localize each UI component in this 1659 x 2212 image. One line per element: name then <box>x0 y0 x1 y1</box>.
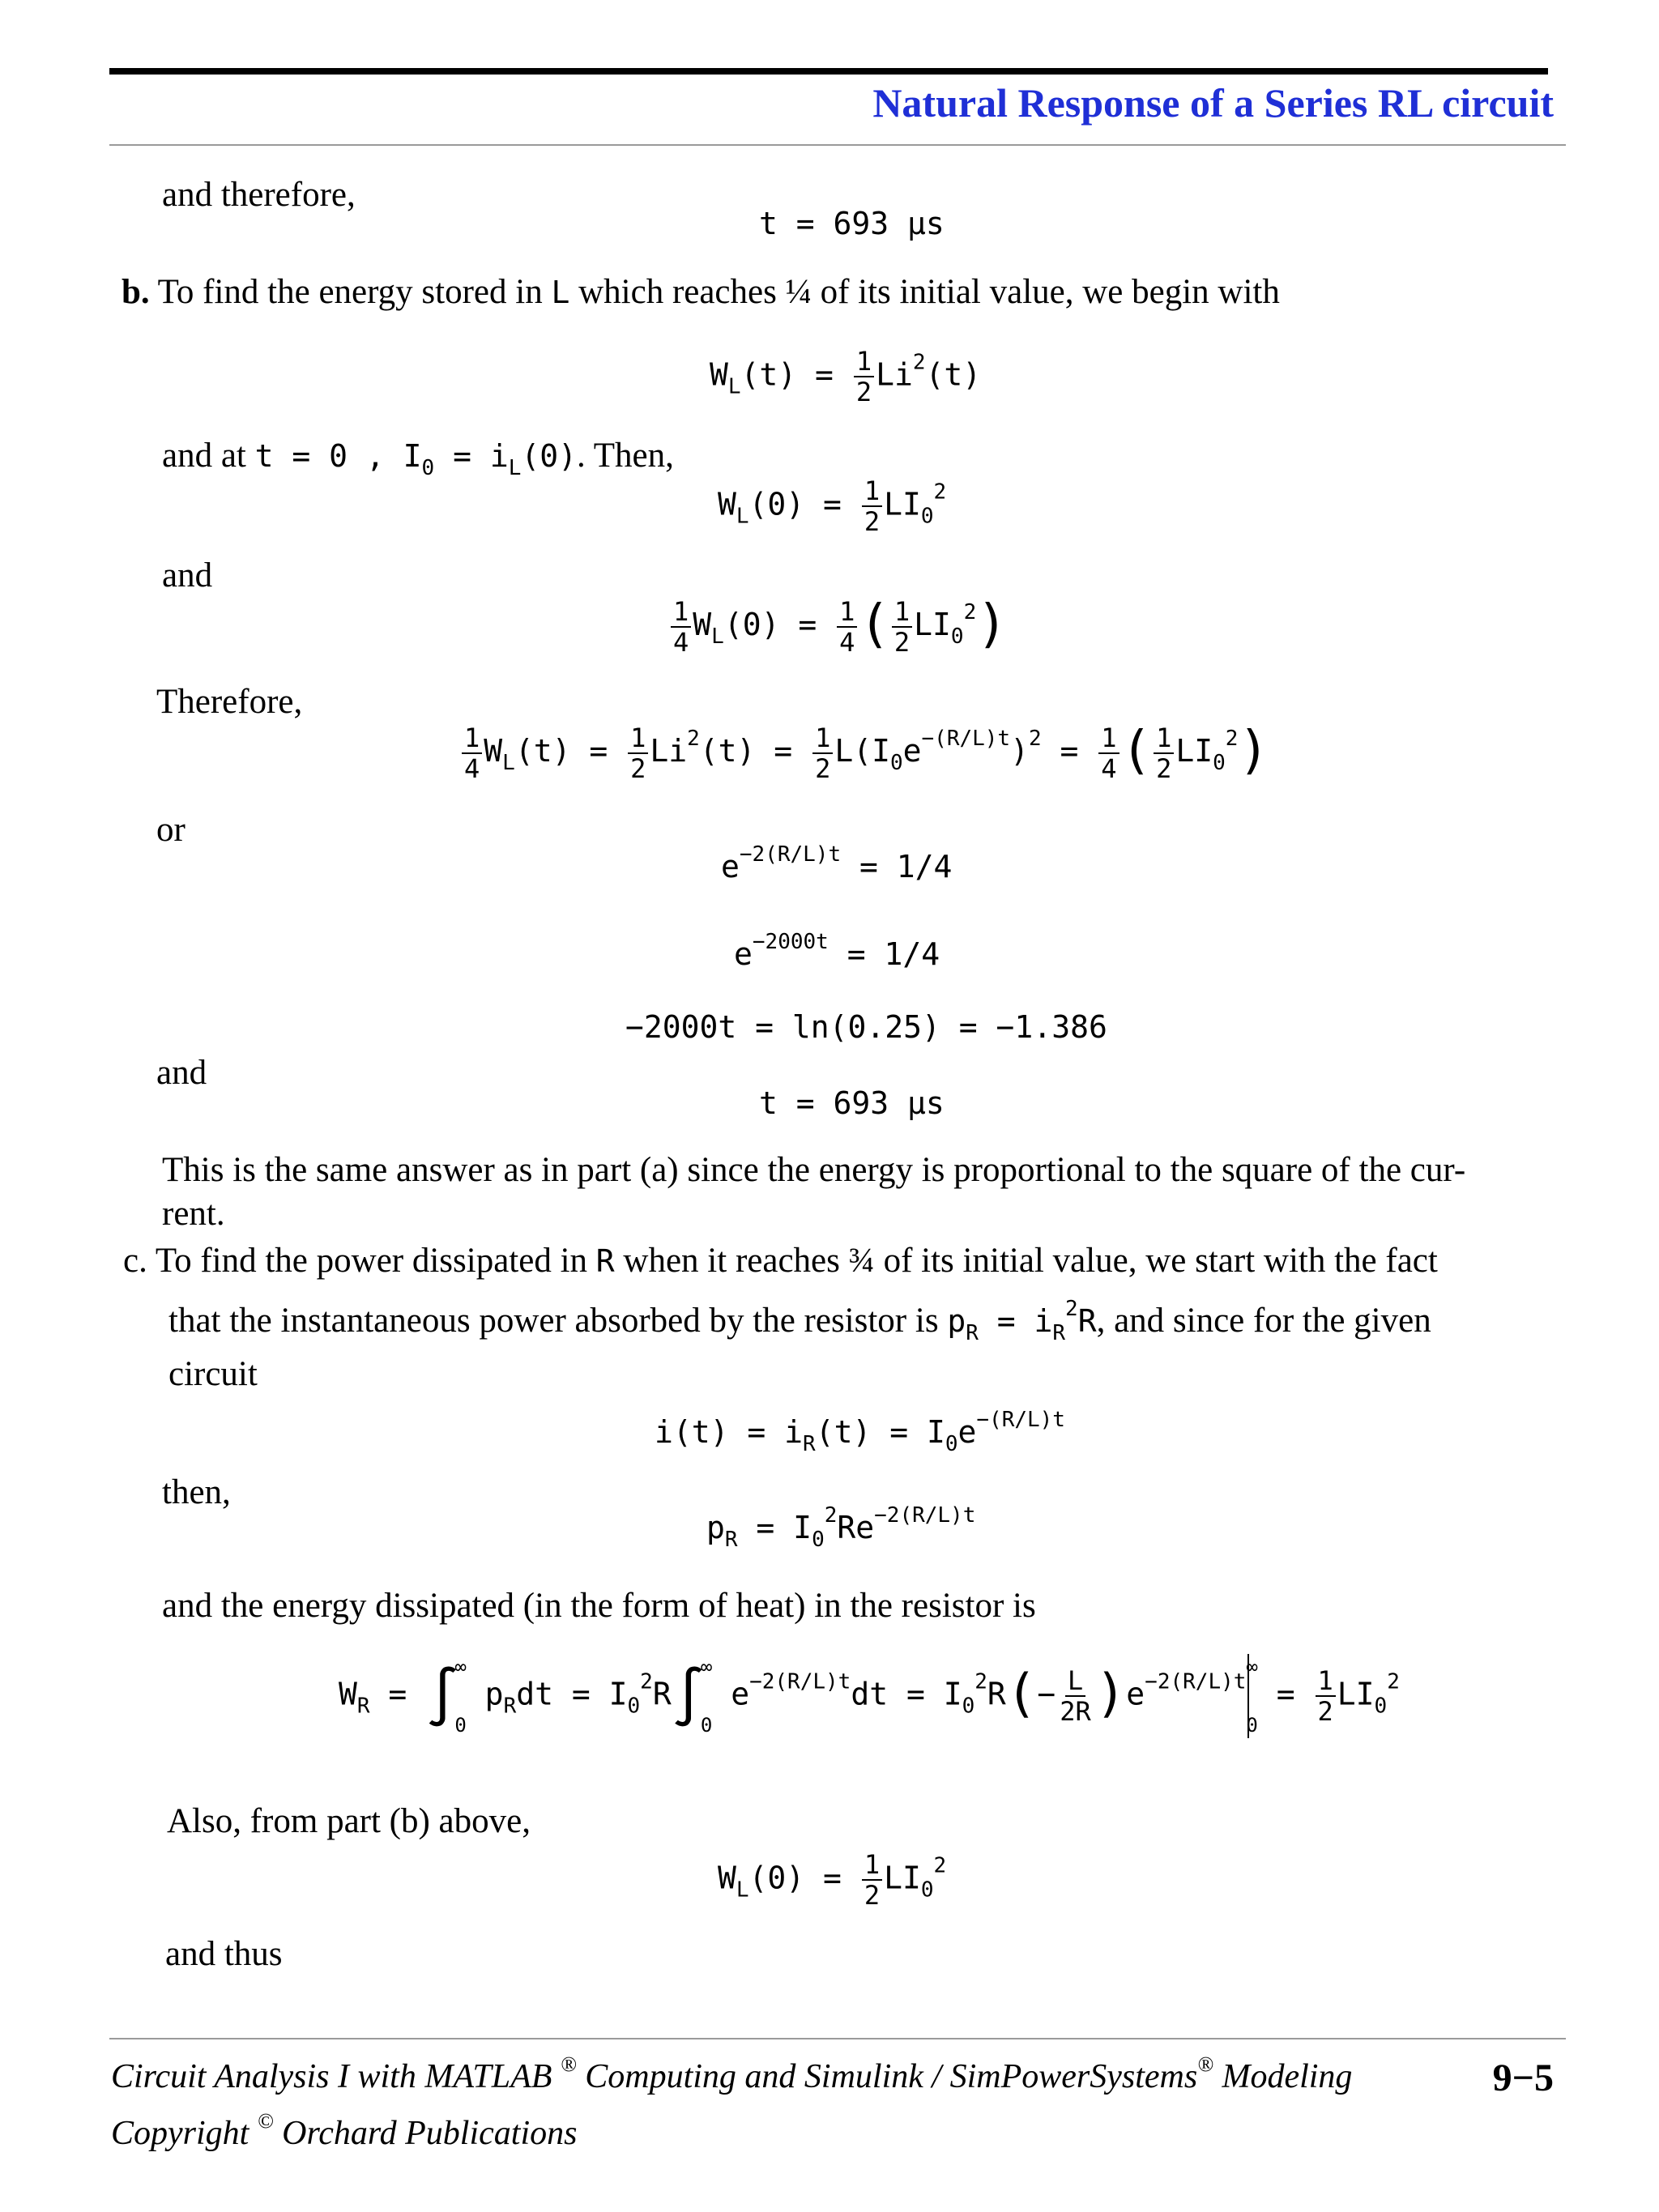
part-c-text: To find the power dissipated in <box>155 1242 588 1280</box>
equation-WL-t: $W_L(t)$ = $\frac{1}{2}$ Li$^2$(t) <box>710 346 982 407</box>
equation-quarter-WL-0: $\frac{1}{4}$ $W_L(0)$ = $\frac{1}{4}$ ( $\frac{1}{2}$ $LI_0^2$) <box>669 595 1008 655</box>
text-and-thus: and thus <box>165 1935 283 1973</box>
part-c-line2-end: , and since for the given <box>1096 1302 1431 1340</box>
part-c-label: c. <box>123 1242 147 1280</box>
equation-WR-integral: $W_R$ = ∫ ∞ 0 $p_Rdt = I_0^2R\int$ ∞ 0 $e^{-2(R/L)t}dt = I_0^2R(-$ $\frac{L}{2R}$ )$e^{-2(R/L)t}$ ∞ 0 = $\frac{1}{2}$ $LI_0^2$ <box>339 1656 1400 1737</box>
part-b-text-end: which reaches ¼ of its initial value, we begin with <box>578 273 1280 311</box>
text-then: . Then, <box>577 437 674 475</box>
part-c-paragraph <box>123 1239 1438 1283</box>
symbol-R: R <box>595 1243 615 1279</box>
equation-t-693: t = 693 μs <box>759 206 945 241</box>
text-and-1: and <box>162 556 213 595</box>
equation-i-t: $i(t) = i_R(t) = I_0e^{-(R/L)t}$ <box>655 1408 1065 1456</box>
text-also-part-b: Also, from part (b) above, <box>167 1802 531 1840</box>
text-circuit: circuit <box>168 1355 258 1393</box>
text-and-at-t0: and at t = 0 , $I_0 = i_L(0)$. Then, <box>162 437 674 480</box>
page-number: 9−5 <box>1492 2056 1554 2099</box>
equation-quarter-WL-t-chain: $\frac{1}{4}$ $W_L(t)$ = $\frac{1}{2}$ $Li^2(t)$ = $\frac{1}{2}$ $L(I_0e^{-(R/L)t})^2$ = $\frac{1}{4}$ ( $\frac{1}{2}$ $LI_0^2$) <box>460 721 1269 782</box>
text-and-therefore: and therefore, <box>162 176 356 214</box>
registered-mark-2: ® <box>1197 2052 1213 2076</box>
symbol-L: L <box>551 275 570 310</box>
registered-mark-1: ® <box>560 2052 577 2076</box>
footer-title-part1: Circuit Analysis I with MATLAB <box>111 2058 552 2095</box>
equation-ln: −2000t = ln(0.25) = −1.386 <box>625 1009 1107 1045</box>
text-and-at: and at <box>162 437 246 475</box>
text-same-answer-line1: This is the same answer as in part (a) since the energy is proportional to the square of the cur- <box>162 1151 1466 1189</box>
text-then-2: then, <box>162 1473 231 1511</box>
publisher-name: Orchard Publications <box>282 2115 578 2152</box>
equation-exp-2000t: $e^{-2000t} = 1/4$ <box>734 930 940 972</box>
text-and-2: and <box>156 1054 207 1092</box>
text-energy-dissipated: and the energy dissipated (in the form of heat) in the resistor is <box>162 1587 1036 1625</box>
part-b-paragraph <box>122 271 1280 314</box>
copyright-label: Copyright <box>111 2115 249 2152</box>
text-same-answer-line2: rent. <box>162 1195 225 1233</box>
equation-WL-0: $W_L(0)$ = $\frac{1}{2}$ $LI_0^2$ <box>718 475 947 537</box>
header-rule-thin <box>109 144 1566 146</box>
equation-exp-2RL: $e^{-2(R/L)t} = 1/4$ <box>721 842 953 884</box>
equation-pR: $p_R = I_0^2Re^{-2(R/L)t}$ <box>706 1503 976 1552</box>
footer-title-part2: Computing and Simulink / SimPowerSystems <box>585 2058 1198 2095</box>
footer-copyright <box>111 2109 578 2153</box>
part-c-text-end: when it reaches ¾ of its initial value, we start with the fact <box>623 1242 1438 1280</box>
footer-title-part3: Modeling <box>1222 2058 1353 2095</box>
header-rule-thick <box>109 68 1548 75</box>
equation-WL-0-again: $W_L(0)$ = $\frac{1}{2}$ $LI_0^2$ <box>718 1849 947 1911</box>
footer-rule <box>109 2038 1566 2039</box>
copyright-symbol: © <box>257 2109 274 2133</box>
text-therefore: Therefore, <box>156 683 303 721</box>
equation-t-693-second: t = 693 μs <box>759 1085 945 1121</box>
part-b-label: b. <box>122 273 150 311</box>
page-header-title: Natural Response of a Series RL circuit <box>872 80 1554 126</box>
part-c-line2-text: that the instantaneous power absorbed by the resistor is <box>168 1302 939 1340</box>
part-c-line2: that the instantaneous power absorbed by the resistor is $p_R = i_R^2R$, and since for the given <box>168 1297 1431 1345</box>
part-b-text: To find the energy stored in <box>157 273 543 311</box>
footer-book-title <box>111 2052 1353 2096</box>
text-or: or <box>156 811 186 849</box>
